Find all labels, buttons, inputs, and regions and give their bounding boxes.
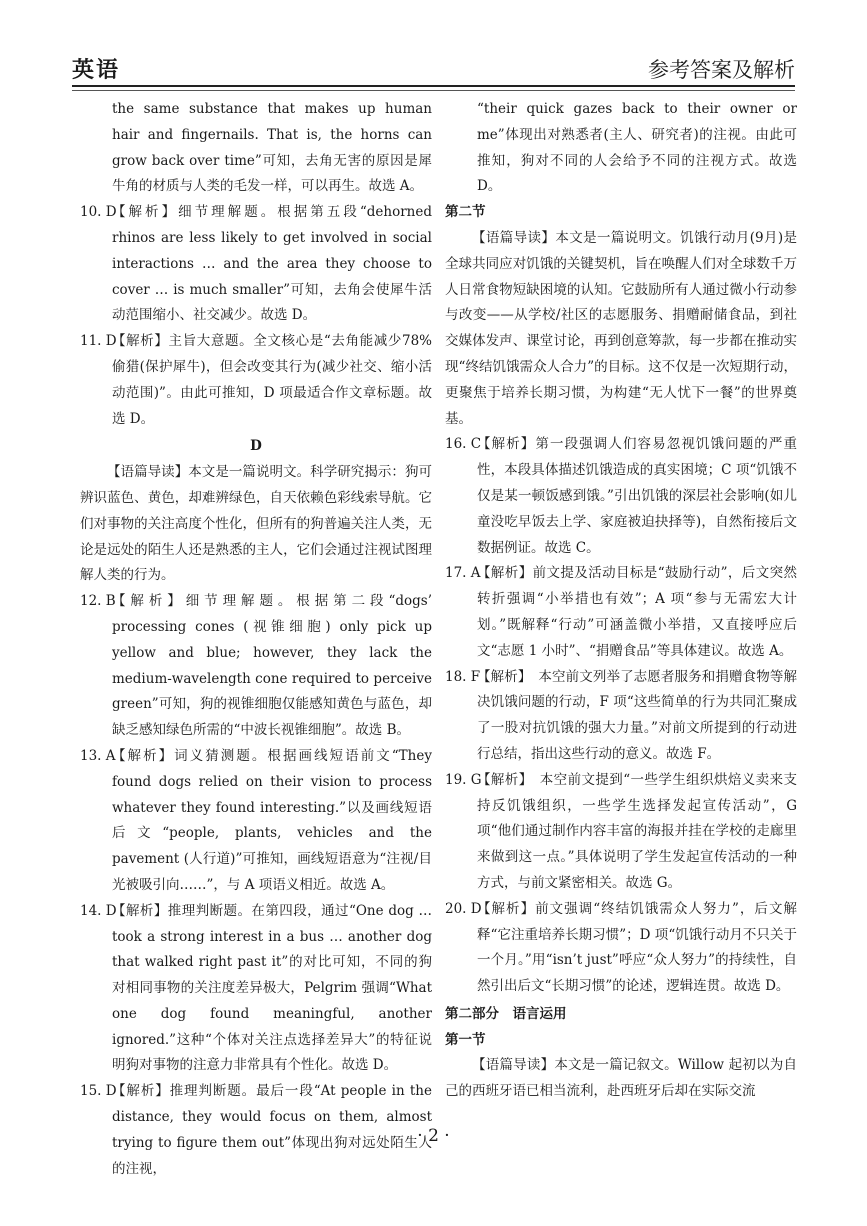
answer-number: 20. D xyxy=(445,900,482,917)
answer-number: 16. C xyxy=(445,436,482,453)
right-column xyxy=(445,97,797,1105)
answer-item-16 xyxy=(445,432,797,561)
passage-guide-d: 【语篇导读】本文是一篇说明文。科学研究揭示：狗可辨识蓝色、黄色，却难辨绿色，自天依赖色彩线索导航。它们对事物的关注高度个性化，但所有的狗普遍关注人类，无论是远处的陌生人还是熟悉的主人，它们会通过注视试图理解人类的行为。 xyxy=(80,464,432,584)
page-header xyxy=(72,46,795,84)
answer-number: 15. D xyxy=(80,1083,117,1100)
answer-number: 13. A xyxy=(80,747,116,764)
passage-guide-section1: 【语篇导读】本文是一篇记叙文。Willow 起初以为自己的西班牙语已相当流利，赴西班牙后却在实际交流 xyxy=(445,1057,797,1100)
section-d-heading: D xyxy=(250,438,262,455)
answer-item-19 xyxy=(445,768,797,897)
answer-text: 【解析】推理判断题。最后一段“At people in the distance, they would focus on them, almost trying to figure them out”体现出狗对远处陌生人的注视， xyxy=(112,1083,432,1177)
answer-text: 【解析】前文提及活动目标是“鼓励行动”，后文突然转折强调“小举措也有效”；A 项“参与无需宏大计划。”既解释“行动”可涵盖微小举措，又直接呼应后文“志愿 1 小时”、“捐赠食品”等具体建议。故选 A。 xyxy=(477,565,797,659)
answer-item-12 xyxy=(80,589,432,744)
answer-item-17 xyxy=(445,561,797,664)
continued-text: the same substance that makes up human hair and fingernails. That is, the horns can grow back over time”可知，去角无害的原因是犀牛角的材质与人类的毛发一样，可以再生。故选 A。 xyxy=(112,101,432,195)
answer-text: 【解析】前文强调“终结饥饿需众人努力”，后文解释“它注重培养长期习惯”；D 项“饥饿行动月不只关于一个月。”用“isn’t just”呼应“众人努力”的持续性，自然引出后文“长期习惯”的论述，逻辑连贯。故选 D。 xyxy=(477,900,797,995)
answer-number: 14. D xyxy=(80,902,117,919)
answer-number: 12. B xyxy=(80,593,116,610)
continued-answer-9 xyxy=(80,97,432,200)
left-column xyxy=(80,97,432,1182)
answer-number: 18. F xyxy=(445,668,481,685)
continued-text: “their quick gazes back to their owner or me”体现出对熟悉者(主人、研究者)的注视。由此可推知，狗对不同的人会给予不同的注视方式。故选 D。 xyxy=(477,101,797,195)
answer-item-11 xyxy=(80,329,432,432)
passage-guide-section2: 【语篇导读】本文是一篇说明文。饥饿行动月(9月)是全球共同应对饥饿的关键契机，旨在唤醒人们对全球数千万人日常食物短缺困境的认知。它鼓励所有人通过微小行动参与改变——从学校/社区的志愿服务、捐赠耐储食品，到社交媒体发声、课堂讨论，再到创意筹款，每一步都在推动实现“终结饥饿需众人合力”的目标。这不仅是一次短期行动，更聚焦于培养长期习惯，为构建“无人忧下一餐”的世界奠基。 xyxy=(445,229,797,427)
answer-text: 【解析】 本空前文提到“一些学生组织烘焙义卖来支持反饥饿组织，一些学生选择发起宣传活动”，G 项“他们通过制作内容丰富的海报并挂在学校的走廊里来做到这一点。”具体说明了学生发起宣传活动的一种方式，与前文紧密相关。故选 G。 xyxy=(477,771,797,891)
answer-text: 【解析】第一段强调人们容易忽视饥饿问题的严重性，本段具体描述饥饿造成的真实困境；C 项“饥饿不仅是某一顿饭感到饿。”引出饥饿的深层社会影响(如儿童没吃早饭去上学、家庭被迫抉择等)，自然衔接后文数据例证。故选 C。 xyxy=(477,436,797,556)
part-2-heading: 第二部分 语言运用 xyxy=(445,1005,567,1022)
answer-text: 【解析】推理判断题。在第四段，通过“One dog … took a strong interest in a bus … another dog that walked right past it”的对比可知，不同的狗对相同事物的关注度差异极大，Pelgrim 强调“What one dog found meaningful, another ignored.”这种“个体对关注点选择差异大”的特征说明狗对事物的注意力非常具有个性化。故选 D。 xyxy=(112,902,432,1074)
section-1-heading: 第一节 xyxy=(445,1031,486,1048)
answer-number: 17. A xyxy=(445,565,481,582)
subject-label: 英语 xyxy=(72,58,121,83)
answer-text: 【解析】细节理解题。根据第五段“dehorned rhinos are less likely to get involved in social interactions … and the area they choose to cover … is much smaller”可知，去角会使犀牛活动范围缩小、社交减少。故选 D。 xyxy=(112,204,432,324)
answer-item-13 xyxy=(80,744,432,899)
section-2-heading: 第二节 xyxy=(445,204,486,221)
answer-item-10 xyxy=(80,200,432,329)
continued-answer-15 xyxy=(445,97,797,200)
header-rule-thin xyxy=(72,90,795,91)
answer-item-14 xyxy=(80,899,432,1080)
header-title: 参考答案及解析 xyxy=(648,58,795,82)
answer-text: 【解析】词义猜测题。根据画线短语前文“They found dogs relied on their vision to process whatever they found interesting.”以及画线短语后文“people, plants, vehicles and the pavement (人行道)”可推知，画线短语意为“注视/目光被吸引向……”，与 A 项语义相近。故选 A。 xyxy=(112,747,432,893)
answer-number: 11. D xyxy=(80,333,117,350)
answer-number: 10. D xyxy=(80,204,117,221)
answer-item-20 xyxy=(445,897,797,1000)
answer-number: 19. G xyxy=(445,771,482,788)
answer-text: 【解析】 本空前文列举了志愿者服务和捐赠食物等解决饥饿问题的行动，F 项“这些简单的行为共同汇聚成了一股对抗饥饿的强大力量。”对前文所提到的行动进行总结，指出这些行动的意义。故选 F。 xyxy=(477,668,797,762)
answer-item-18 xyxy=(445,665,797,768)
answer-text: 【解析】主旨大意题。全文核心是“去角能减少78%偷猎(保护犀牛)，但会改变其行为(减少社交、缩小活动范围)”。由此可推知，D 项最适合作文章标题。故选 D。 xyxy=(112,333,432,427)
answer-text: 【解析】细节理解题。根据第二段“dogs’ processing cones (视锥细胞) only pick up yellow and blue; however, they lack the medium-wavelength cone required to perceive green”可知，狗的视锥细胞仅能感知黄色与蓝色，却缺乏感知绿色所需的“中波长视锥细胞”。故选 B。 xyxy=(112,593,432,739)
page-number: · 2 · xyxy=(417,1126,450,1146)
header-rule-thick xyxy=(72,85,795,87)
